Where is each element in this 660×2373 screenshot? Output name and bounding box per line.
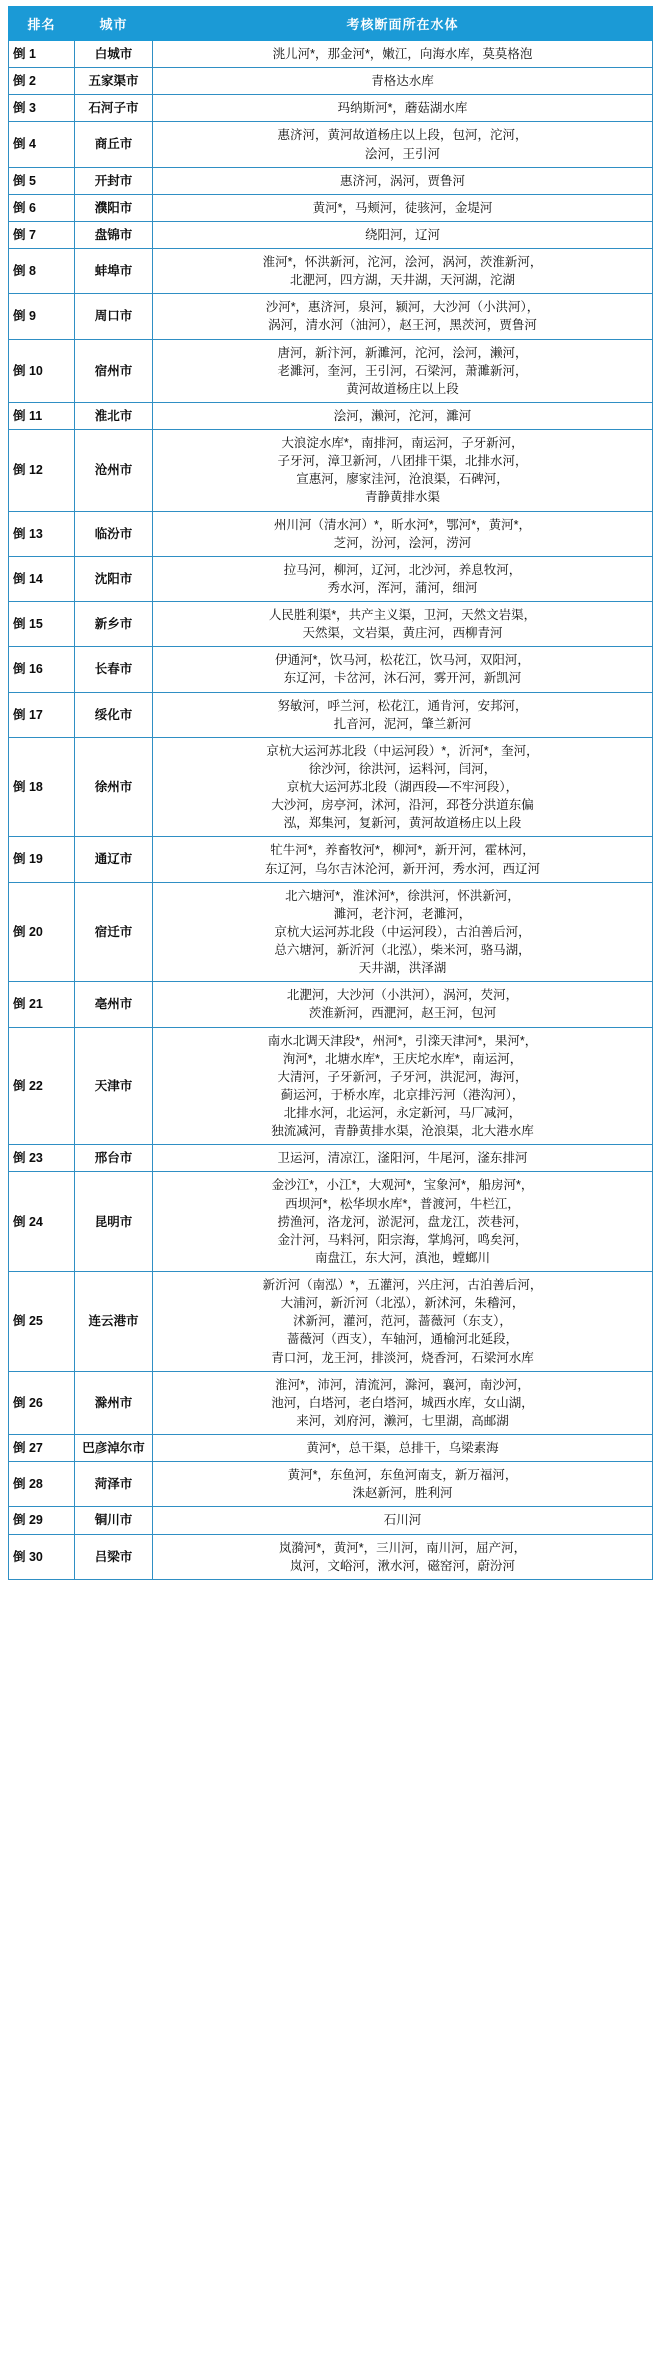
table-row	[9, 556, 653, 601]
water-body-list	[153, 692, 653, 737]
water-body-line: 北六塘河*，淮沭河*，徐洪河，怀洪新河，	[285, 888, 520, 903]
water-body-line: 青口河，龙王河，排淡河，烧香河，石梁河水库	[271, 1350, 534, 1365]
water-body-line: 洙赵新河，胜利河	[352, 1486, 453, 1501]
water-body-line: 沙河*，惠济河，泉河，颍河，大沙河（小洪河），	[265, 300, 540, 315]
rank-label: 倒 22	[9, 1027, 75, 1145]
city-name: 铜川市	[75, 1507, 153, 1534]
water-body-list	[153, 647, 653, 692]
table-row	[9, 1534, 653, 1579]
city-name: 盘锦市	[75, 221, 153, 248]
water-body-list	[153, 1371, 653, 1434]
city-name: 宿州市	[75, 339, 153, 402]
table-row	[9, 41, 653, 68]
table-row	[9, 249, 653, 294]
rank-label: 倒 4	[9, 122, 75, 167]
water-body-line: 玛纳斯河*，蘑菇湖水库	[337, 101, 468, 116]
city-name: 周口市	[75, 294, 153, 339]
city-name: 滁州市	[75, 1371, 153, 1434]
water-body-line: 大浦河，新沂河（北泓），新沭河，朱稽河，	[280, 1296, 525, 1311]
table-row	[9, 95, 653, 122]
city-name: 开封市	[75, 167, 153, 194]
water-body-list	[153, 1435, 653, 1462]
rank-label: 倒 18	[9, 737, 75, 837]
water-body-line: 泓，郑集河，复新河，黄河故道杨庄以上段	[283, 816, 522, 831]
water-body-line: 岚漪河*，黄河*，三川河，南川河，屈产河，	[278, 1540, 527, 1555]
table-row	[9, 122, 653, 167]
water-quality-rank-table	[8, 6, 653, 1580]
water-body-list	[153, 339, 653, 402]
water-body-line: 涡河，清水河（油河），赵王河，黑茨河，贾鲁河	[268, 318, 537, 333]
water-body-line: 蓟运河，于桥水库，北京排污河（港沟河），	[280, 1087, 525, 1102]
water-body-line: 西坝河*，松华坝水库*，普渡河，牛栏江，	[285, 1196, 520, 1211]
city-name: 邢台市	[75, 1145, 153, 1172]
table-row	[9, 1462, 653, 1507]
table-row	[9, 511, 653, 556]
rank-label: 倒 1	[9, 41, 75, 68]
table-row	[9, 882, 653, 982]
table-row	[9, 1272, 653, 1372]
table-row	[9, 1145, 653, 1172]
water-body-line: 石川河	[383, 1513, 422, 1528]
water-body-line: 青格达水库	[371, 74, 434, 89]
water-body-list	[153, 167, 653, 194]
water-body-line: 天然渠，文岩渠，黄庄河，西柳青河	[302, 626, 503, 641]
rank-label: 倒 10	[9, 339, 75, 402]
water-body-line: 捞渔河，洛龙河，淤泥河，盘龙江，茨巷河，	[277, 1214, 528, 1229]
table-row	[9, 737, 653, 837]
water-body-list	[153, 1534, 653, 1579]
water-body-line: 京杭大运河苏北段（中运河段），古泊善后河，	[274, 924, 531, 939]
city-name: 临汾市	[75, 511, 153, 556]
table-row	[9, 1027, 653, 1145]
water-body-list	[153, 68, 653, 95]
water-body-list	[153, 1462, 653, 1507]
water-body-list	[153, 249, 653, 294]
rank-label: 倒 21	[9, 982, 75, 1027]
water-body-line: 州川河（清水河）*，昕水河*，鄂河*，黄河*，	[274, 517, 531, 532]
water-body-line: 东辽河，乌尔吉沐沦河，新开河，秀水河，西辽河	[264, 861, 540, 876]
rank-label: 倒 29	[9, 1507, 75, 1534]
water-body-line: 大清河，子牙新河，子牙河，洪泥河，海河，	[277, 1069, 528, 1084]
water-body-line: 京杭大运河苏北段（中运河段）*，沂河*，奎河，	[266, 743, 539, 758]
water-body-list	[153, 95, 653, 122]
water-body-line: 老濉河，奎河，王引河，石梁河，萧濉新河，	[277, 363, 528, 378]
water-body-list	[153, 194, 653, 221]
water-body-list	[153, 1172, 653, 1272]
city-name: 绥化市	[75, 692, 153, 737]
rank-label: 倒 5	[9, 167, 75, 194]
city-name: 商丘市	[75, 122, 153, 167]
table-row	[9, 1371, 653, 1434]
rank-label: 倒 2	[9, 68, 75, 95]
city-name: 石河子市	[75, 95, 153, 122]
table-row	[9, 602, 653, 647]
rank-label: 倒 13	[9, 511, 75, 556]
city-name: 沧州市	[75, 430, 153, 512]
water-body-list	[153, 1027, 653, 1145]
table-body	[9, 41, 653, 1580]
city-name: 亳州市	[75, 982, 153, 1027]
water-body-line: 牤牛河*，养畜牧河*，柳河*，新开河，霍林河，	[270, 843, 535, 858]
water-body-line: 芝河，汾河，浍河，涝河	[333, 535, 472, 550]
city-name: 昆明市	[75, 1172, 153, 1272]
water-body-list	[153, 837, 653, 882]
water-body-line: 独流减河，青静黄排水渠，沧浪渠，北大港水库	[271, 1124, 534, 1139]
table-row	[9, 194, 653, 221]
city-name: 长春市	[75, 647, 153, 692]
rank-label: 倒 12	[9, 430, 75, 512]
water-body-line: 绕阳河，辽河	[364, 227, 440, 242]
table-row	[9, 294, 653, 339]
water-body-list	[153, 294, 653, 339]
water-body-line: 青静黄排水渠	[364, 490, 440, 505]
water-body-list	[153, 122, 653, 167]
city-name: 新乡市	[75, 602, 153, 647]
city-name: 淮北市	[75, 402, 153, 429]
table-row	[9, 647, 653, 692]
water-body-line: 扎音河，泥河，肇兰新河	[333, 716, 472, 731]
water-body-list	[153, 602, 653, 647]
water-body-line: 唐河，新汴河，新濉河，沱河，浍河，濑河，	[277, 345, 528, 360]
rank-label: 倒 27	[9, 1435, 75, 1462]
table-row	[9, 982, 653, 1027]
rank-label: 倒 25	[9, 1272, 75, 1372]
water-body-list	[153, 1507, 653, 1534]
water-body-line: 黄河故道杨庄以上段	[346, 381, 459, 396]
water-body-line: 黄河*，总干渠，总排干，乌梁素海	[306, 1441, 499, 1455]
water-body-line: 浍河，王引河	[364, 146, 440, 161]
water-body-line: 沭新河，灌河，范河，蔷薇河（东支），	[293, 1314, 512, 1329]
city-name: 连云港市	[75, 1272, 153, 1372]
rank-label: 倒 3	[9, 95, 75, 122]
column-header-water-body: 考核断面所在水体	[153, 7, 653, 41]
rank-label: 倒 26	[9, 1371, 75, 1434]
table-header	[9, 7, 653, 41]
water-body-list	[153, 1145, 653, 1172]
city-name: 吕梁市	[75, 1534, 153, 1579]
water-body-line: 淮河*，怀洪新河，沱河，浍河，涡河，茨淮新河，	[262, 255, 543, 269]
water-body-list	[153, 556, 653, 601]
rank-label: 倒 17	[9, 692, 75, 737]
water-body-line: 洵河*，北塘水库*，王庆坨水库*，南运河，	[282, 1051, 523, 1066]
water-body-line: 秀水河，浑河，蒲河，细河	[327, 580, 478, 595]
table-row	[9, 1507, 653, 1534]
water-body-line: 北排水河，北运河，永定新河，马厂减河，	[283, 1106, 522, 1120]
water-body-line: 金汁河，马料河，阳宗海，掌鸠河，鸣矣河，	[277, 1232, 528, 1247]
water-body-line: 来河，刘府河，濑河，七里湖，高邮湖	[296, 1413, 509, 1428]
rank-label: 倒 24	[9, 1172, 75, 1272]
table-row	[9, 692, 653, 737]
water-body-line: 努敏河，呼兰河，松花江，通肯河，安邦河，	[277, 698, 528, 713]
water-body-line: 卫运河，清凉江，滏阳河，牛尾河，滏东排河	[277, 1151, 528, 1166]
city-name: 巴彦淖尔市	[75, 1435, 153, 1462]
water-body-line: 岚河，文峪河，湫水河，磁窑河，蔚汾河	[289, 1558, 515, 1573]
water-body-line: 北淝河，大沙河（小洪河），涡河，芡河，	[286, 988, 519, 1003]
city-name: 五家渠市	[75, 68, 153, 95]
water-body-line: 黄河*，东鱼河，东鱼河南支，新万福河，	[287, 1468, 518, 1483]
table-row	[9, 339, 653, 402]
rank-label: 倒 11	[9, 402, 75, 429]
column-header-rank: 排名	[9, 7, 75, 41]
water-body-list	[153, 430, 653, 512]
water-body-line: 南盘江，东大河，滇池，螳螂川	[314, 1250, 490, 1265]
rank-label: 倒 7	[9, 221, 75, 248]
table-row	[9, 402, 653, 429]
water-body-line: 黄河*，马颊河，徒骇河，金堤河	[312, 200, 493, 215]
water-body-line: 天井湖，洪泽湖	[358, 961, 447, 976]
water-body-line: 新沂河（南泓）*，五灌河，兴庄河，古泊善后河，	[262, 1278, 543, 1292]
water-body-line: 京杭大运河苏北段（湖西段—不牢河段），	[286, 780, 519, 794]
column-header-city: 城市	[75, 7, 153, 41]
rank-label: 倒 20	[9, 882, 75, 982]
water-body-line: 浍河，濑河，沱河，濉河	[333, 408, 472, 423]
table-row	[9, 1435, 653, 1462]
water-body-line: 金沙江*，小江*，大观河*，宝象河*，船房河*，	[271, 1178, 534, 1193]
city-name: 菏泽市	[75, 1462, 153, 1507]
city-name: 沈阳市	[75, 556, 153, 601]
rank-label: 倒 16	[9, 647, 75, 692]
table-header-row	[9, 7, 653, 41]
water-body-line: 拉马河，柳河，辽河，北沙河，养息牧河，	[283, 562, 522, 577]
water-body-list	[153, 737, 653, 837]
table-row	[9, 837, 653, 882]
water-body-line: 茨淮新河，西淝河，赵王河，包河	[308, 1006, 497, 1021]
water-body-line: 惠济河，黄河故道杨庄以上段，包河，沱河，	[277, 128, 528, 143]
city-name: 宿迁市	[75, 882, 153, 982]
water-body-line: 蔷薇河（西支），车轴河，通榆河北延段，	[286, 1332, 519, 1347]
city-name: 通辽市	[75, 837, 153, 882]
water-body-line: 宣惠河，廖家洼河，沧浪渠，石碑河，	[296, 472, 509, 487]
water-body-list	[153, 221, 653, 248]
water-body-line: 淮河*，沛河，清流河，滁河，襄河，南沙河，	[275, 1377, 530, 1392]
water-body-line: 大沙河，房亭河，沭河，沿河，邳苍分洪道东偏	[271, 798, 534, 813]
water-body-list	[153, 982, 653, 1027]
water-body-list	[153, 402, 653, 429]
rank-label: 倒 28	[9, 1462, 75, 1507]
water-body-line: 惠济河，涡河，贾鲁河	[339, 173, 465, 188]
water-body-line: 濉河，老汴河，老濉河，	[333, 906, 472, 921]
water-body-line: 徐沙河，徐洪河，运料河，闫河，	[308, 761, 497, 776]
city-name: 天津市	[75, 1027, 153, 1145]
city-name: 白城市	[75, 41, 153, 68]
rank-label: 倒 23	[9, 1145, 75, 1172]
city-name: 濮阳市	[75, 194, 153, 221]
water-body-line: 东辽河，卡岔河，沐石河，雾开河，新凯河	[283, 671, 522, 686]
city-name: 蚌埠市	[75, 249, 153, 294]
rank-label: 倒 9	[9, 294, 75, 339]
water-body-line: 洮儿河*，那金河*，嫩江，向海水库，莫莫格泡	[272, 47, 533, 61]
water-body-list	[153, 511, 653, 556]
water-body-list	[153, 882, 653, 982]
rank-label: 倒 6	[9, 194, 75, 221]
table-row	[9, 221, 653, 248]
city-name: 徐州市	[75, 737, 153, 837]
water-body-line: 北淝河，四方湖，天井湖，天河湖，沱湖	[289, 273, 515, 288]
rank-label: 倒 8	[9, 249, 75, 294]
water-body-line: 大浪淀水库*，南排河，南运河，子牙新河，	[281, 436, 524, 450]
water-body-line: 伊通河*，饮马河，松花江，饮马河，双阳河，	[275, 653, 530, 668]
water-body-line: 池河，白塔河，老白塔河，城西水库，女山湖，	[271, 1395, 534, 1410]
rank-label: 倒 14	[9, 556, 75, 601]
rank-label: 倒 30	[9, 1534, 75, 1579]
table-row	[9, 68, 653, 95]
water-body-list	[153, 41, 653, 68]
table-row	[9, 1172, 653, 1272]
water-body-line: 总六塘河，新沂河（北泓），柴米河，骆马湖，	[274, 943, 531, 957]
water-body-line: 人民胜利渠*，共产主义渠，卫河，天然文岩渠，	[268, 608, 537, 622]
table-row	[9, 167, 653, 194]
table-row	[9, 430, 653, 512]
water-body-line: 南水北调天津段*，州河*，引滦天津河*，果河*，	[267, 1033, 538, 1048]
rank-label: 倒 15	[9, 602, 75, 647]
rank-label: 倒 19	[9, 837, 75, 882]
water-body-line: 子牙河，漳卫新河，八团排干渠，北排水河，	[277, 454, 528, 469]
water-body-list	[153, 1272, 653, 1372]
